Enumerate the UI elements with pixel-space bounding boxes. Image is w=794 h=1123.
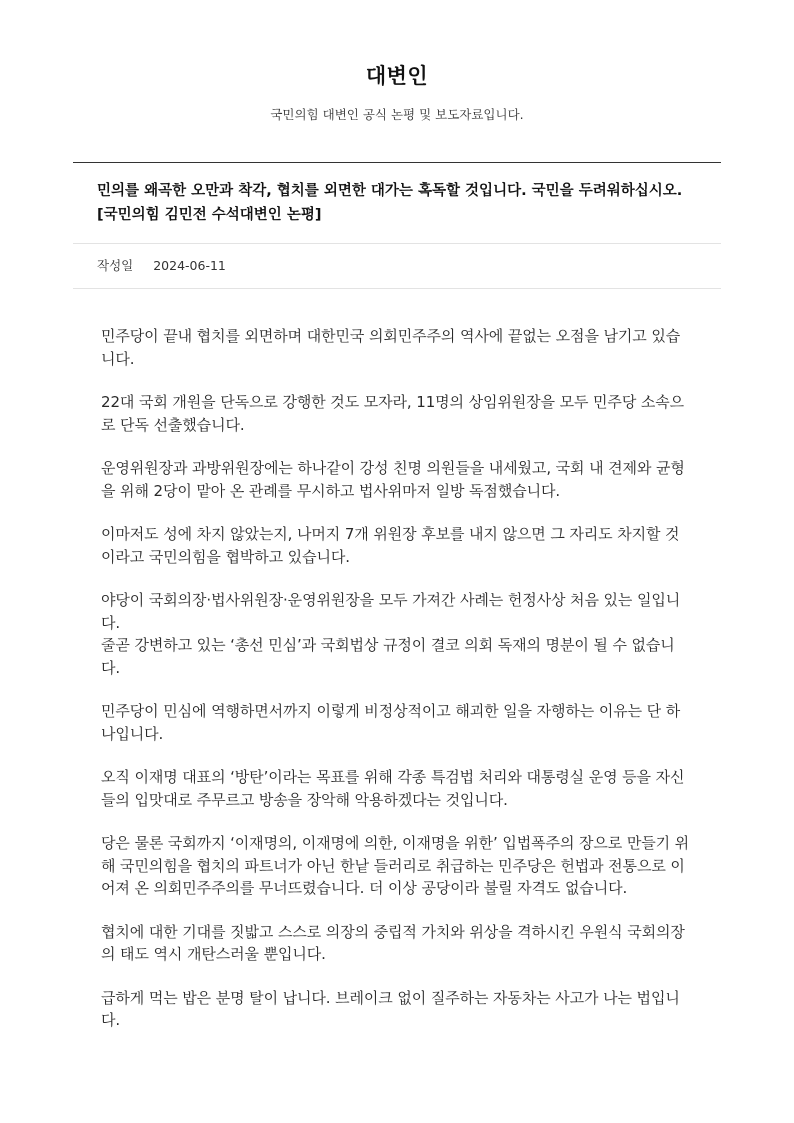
paragraph-line: 줄곧 강변하고 있는 ‘총선 민심’과 국회법상 규정이 결코 의회 독재의 명분이 될 수 없습니다. — [101, 636, 675, 677]
date-value: 2024-06-11 — [153, 258, 226, 273]
paragraph-line: 당은 물론 국회까지 ‘이재명의, 이재명에 의한, 이재명을 위한’ 입법폭주의 장으로 만들기 위해 국민의힘을 협치의 파트너가 아닌 한낱 들러리로 취급하는 민주당은 헌법과 전통으로 이어져 온 의회민주주의를 무너뜨렸습니다. 더 이상 공당이라 불릴 자격도 없습니다. — [101, 834, 690, 897]
paragraph-line: 운영위원장과 과방위원장에는 하나같이 강성 친명 의원들을 내세웠고, 국회 내 견제와 균형을 위해 2당이 맡아 온 관례를 무시하고 법사위마저 일방 독점했습니다. — [101, 459, 685, 500]
article-title: 민의를 왜곡한 오만과 착각, 협치를 외면한 대가는 혹독할 것입니다. 국민을 두려워하십시오. [국민의힘 김민전 수석대변인 논평] — [73, 163, 721, 244]
site-title: 대변인 — [365, 64, 429, 88]
paragraph — [101, 766, 693, 811]
paragraph-line: 민주당이 끝내 협치를 외면하며 대한민국 의회민주주의 역사에 끝없는 오점을 남기고 있습니다. — [101, 327, 681, 368]
paragraph — [101, 921, 693, 966]
paragraph-line: 민주당이 민심에 역행하면서까지 이렇게 비정상적이고 해괴한 일을 자행하는 이유는 단 하나입니다. — [101, 702, 681, 743]
site-subtitle: 국민의힘 대변인 공식 논평 및 보도자료입니다. — [270, 107, 524, 122]
paragraph — [101, 589, 693, 679]
paragraph — [101, 987, 693, 1032]
article-body — [73, 289, 721, 1032]
paragraph-line: 야당이 국회의장·법사위원장·운영위원장을 모두 가져간 사례는 헌정사상 처음 있는 일입니다. — [101, 591, 681, 632]
paragraph — [101, 457, 693, 502]
paragraph — [101, 523, 693, 568]
date-label: 작성일 — [97, 258, 134, 273]
article-meta — [73, 244, 721, 289]
paragraph — [101, 700, 693, 745]
paragraph — [101, 391, 693, 436]
article — [73, 162, 721, 1053]
paragraph-line: 이마저도 성에 차지 않았는지, 나머지 7개 위원장 후보를 내지 않으면 그 자리도 차지할 것이라고 국민의힘을 협박하고 있습니다. — [101, 525, 680, 566]
paragraph-line: 22대 국회 개원을 단독으로 강행한 것도 모자라, 11명의 상임위원장을 모두 민주당 소속으로 단독 선출했습니다. — [101, 393, 685, 434]
site-header — [0, 0, 794, 124]
paragraph-line: 협치에 대한 기대를 짓밟고 스스로 의장의 중립적 가치와 위상을 격하시킨 우원식 국회의장의 태도 역시 개탄스러울 뿐입니다. — [101, 922, 685, 963]
paragraph-line: 오직 이재명 대표의 ‘방탄’이라는 목표를 위해 각종 특검법 처리와 대통령실 운영 등을 자신들의 입맛대로 주무르고 방송을 장악해 악용하겠다는 것입니다. — [101, 768, 685, 809]
paragraph-line: 급하게 먹는 밥은 분명 탈이 납니다. 브레이크 없이 질주하는 자동차는 사고가 나는 법입니다. — [101, 988, 680, 1029]
paragraph — [101, 832, 693, 900]
paragraph — [101, 325, 693, 370]
